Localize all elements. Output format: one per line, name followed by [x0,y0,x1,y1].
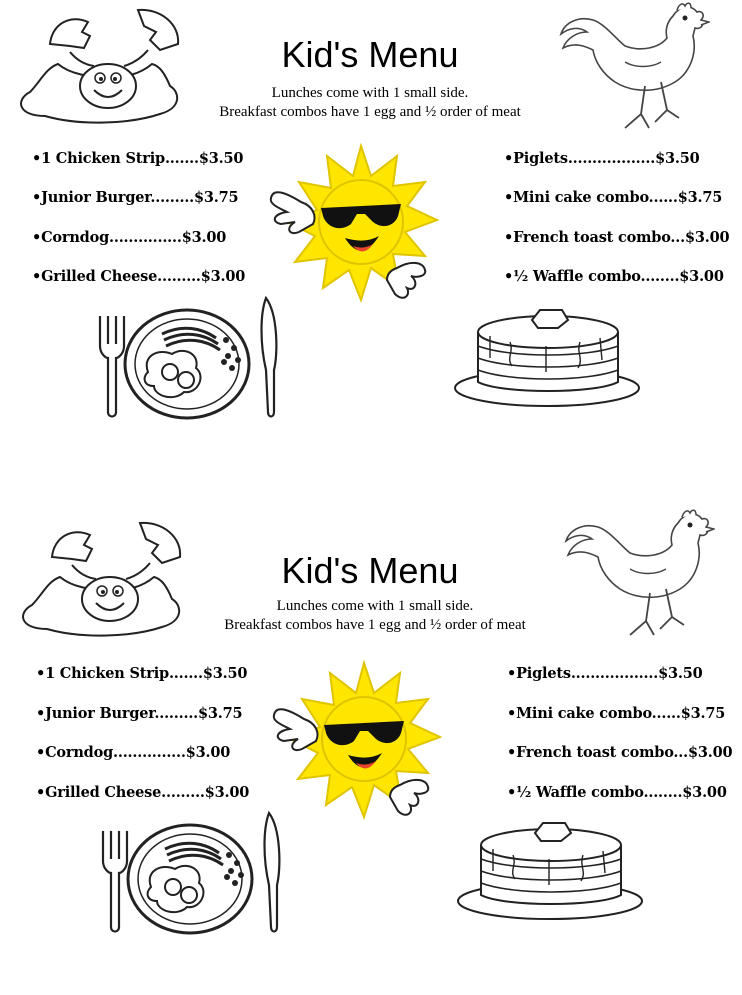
breakfast-item: •French toast combo...$3.00 [504,229,730,246]
menu-subtitle [190,597,560,635]
subtitle-line-2: Breakfast combos have 1 egg and ½ order of meat [224,617,526,633]
menu-title: Kid's Menu [281,550,459,591]
rooster-icon [555,2,710,134]
breakfast-item: •Piglets..................$3.50 [504,150,700,167]
breakfast-item: •Mini cake combo......$3.75 [504,189,723,206]
kids-menu-bottom [0,515,742,995]
kids-menu-top [0,0,742,480]
breakfast-item: •Mini cake combo......$3.75 [507,705,726,722]
breakfast-plate-icon [95,809,290,937]
pancake-stack-icon [453,815,648,925]
lunch-item: •Corndog...............$3.00 [36,744,231,761]
sun-sunglasses-icon [268,659,448,827]
pancake-stack-icon [450,302,645,412]
lunch-item: •Junior Burger.........$3.75 [36,705,243,722]
subtitle-line-2: Breakfast combos have 1 egg and ½ order of meat [219,104,521,120]
lunch-item: •1 Chicken Strip.......$3.50 [36,665,248,682]
egg-character-icon [12,517,190,645]
breakfast-item: •French toast combo...$3.00 [507,744,733,761]
egg-character-icon [10,4,188,132]
breakfast-item: •Piglets..................$3.50 [507,665,703,682]
breakfast-plate-icon [92,294,287,422]
lunch-item: •Grilled Cheese.........$3.00 [36,784,250,801]
lunch-item: •Corndog...............$3.00 [32,229,227,246]
subtitle-line-1: Lunches come with 1 small side. [276,598,474,614]
sun-sunglasses-icon [265,142,445,310]
menu-title: Kid's Menu [281,34,459,75]
lunch-item: •Grilled Cheese.........$3.00 [32,268,246,285]
rooster-icon [560,509,715,641]
breakfast-item: •½ Waffle combo........$3.00 [504,268,724,285]
menu-subtitle [185,84,555,122]
breakfast-item: •½ Waffle combo........$3.00 [507,784,727,801]
lunch-item: •1 Chicken Strip.......$3.50 [32,150,244,167]
subtitle-line-1: Lunches come with 1 small side. [271,85,469,101]
lunch-item: •Junior Burger.........$3.75 [32,189,239,206]
